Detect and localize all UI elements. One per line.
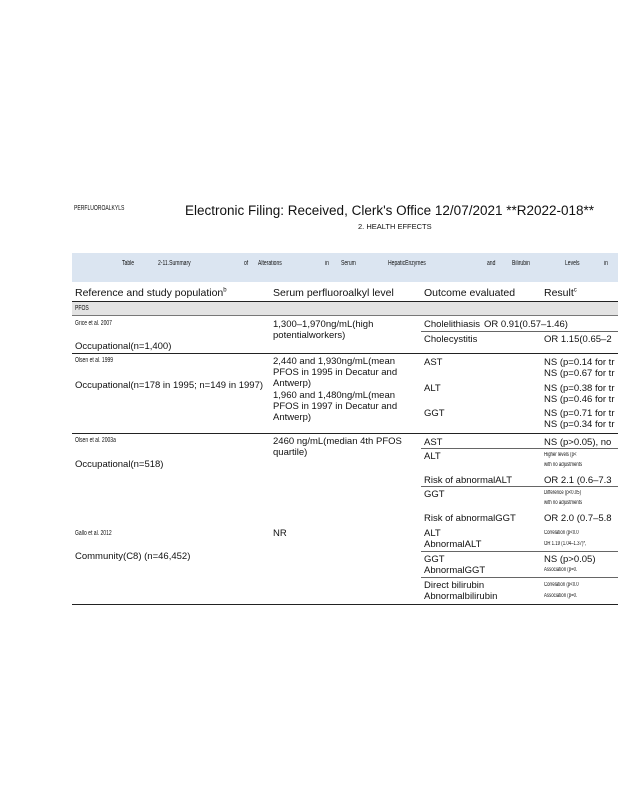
row-rule — [72, 353, 618, 354]
row-outcome: Direct bilirubin — [424, 580, 485, 591]
group-rule — [72, 315, 618, 316]
row-outcome: Risk of abnormalALT — [424, 475, 512, 486]
row-population: Occupational(n=1,400) — [75, 341, 172, 352]
row-result: Higher levels (p< — [544, 452, 577, 458]
row-result: NS (p=0.14 for tr — [544, 357, 615, 368]
row-outcome: Abnormalbilirubin — [424, 591, 498, 602]
cell-rule — [421, 486, 618, 487]
row-result: OR 1.15(0.65–2 — [544, 334, 612, 345]
section-label: 2. HEALTH EFFECTS — [358, 222, 432, 231]
column-header-result: Result$^c$ — [544, 287, 577, 299]
caption-word: of — [244, 260, 249, 267]
group-label: PFOS — [75, 305, 89, 312]
row-result: NS (p>0.05) — [544, 554, 596, 565]
row-result: Association (p=0. — [544, 593, 578, 599]
cell-rule — [421, 551, 618, 552]
row-result: OR 2.1 (0.6–7.3 — [544, 475, 612, 486]
cell-rule — [421, 448, 618, 449]
column-header-serum-level: Serum perfluoroalkyl level — [273, 287, 394, 299]
row-outcome: GGT — [424, 489, 445, 500]
column-header-reference: Reference and study population$^b$ — [75, 287, 227, 299]
row-outcome: GGT — [424, 554, 445, 565]
row-outcome: AbnormalGGT — [424, 565, 486, 576]
row-outcome: AST — [424, 437, 443, 448]
caption-word: Serum — [341, 260, 356, 267]
row-outcome: ALT — [424, 528, 441, 539]
row-outcome: ALT — [424, 451, 441, 462]
row-population: Occupational(n=178 in 1995; n=149 in 1997) — [75, 380, 264, 391]
column-header-outcome: Outcome evaluated — [424, 287, 516, 299]
row-serum-level: 1,960 and 1,480ng/mL(mean PFOS in 1997 in Decatur and Antwerp) — [273, 390, 398, 423]
row-reference: Olsen et al. 1999 — [75, 357, 114, 364]
row-rule — [72, 433, 618, 434]
row-outcome: Cholecystitis — [424, 334, 478, 345]
row-population: Community(C8) (n=46,452) — [75, 551, 191, 562]
row-result: NS (p=0.34 for tr — [544, 419, 615, 430]
table-caption-band — [72, 253, 618, 282]
filing-stamp: Electronic Filing: Received, Clerk's Office 12/07/2021 **R2022-018** — [185, 203, 595, 218]
group-band — [72, 302, 618, 315]
row-result: Association (p=0. — [544, 567, 578, 573]
row-result: with no adjustments — [544, 462, 583, 468]
row-result: Difference (p<0.05) — [544, 490, 582, 496]
row-outcome: Risk of abnormalGGT — [424, 513, 516, 524]
table-bottom-rule — [72, 604, 618, 605]
row-result: OR 0.91(0.57–1.46) — [484, 319, 568, 330]
row-population: Occupational(n=518) — [75, 459, 164, 470]
table-number: Table — [122, 260, 135, 267]
caption-word: and — [487, 260, 496, 267]
row-outcome: GGT — [424, 408, 445, 419]
row-outcome: AST — [424, 357, 443, 368]
row-outcome: Cholelithiasis — [424, 319, 480, 330]
row-reference: Grice et al. 2007 — [75, 320, 112, 327]
caption-word: HepaticEnzymes — [388, 260, 426, 267]
caption-word: in — [325, 260, 329, 267]
row-reference: Olsen et al. 2003a — [75, 437, 116, 444]
caption-word: 2-11.Summary — [158, 260, 191, 267]
cell-rule — [421, 577, 618, 578]
caption-word: Alterations — [258, 260, 282, 267]
caption-word: Levels — [565, 260, 580, 267]
row-result: OR 1.19 (1.04–1.37)*, — [544, 541, 587, 547]
row-outcome: ALT — [424, 383, 441, 394]
caption-word: Bilirubin — [512, 260, 530, 267]
row-result: NS (p=0.71 for tr — [544, 408, 615, 419]
row-reference: Gallo et al. 2012 — [75, 530, 112, 537]
row-result: NS (p=0.38 for tr — [544, 383, 615, 394]
row-serum-level: NR — [273, 528, 287, 539]
cell-rule — [421, 331, 618, 332]
row-serum-level: 2,440 and 1,930ng/mL(mean PFOS in 1995 in Decatur and Antwerp) — [273, 356, 398, 389]
chapter-label: PERFLUOROALKYLS — [74, 205, 125, 212]
caption-word: in — [604, 260, 608, 267]
row-result: with no adjustments — [544, 500, 583, 506]
row-result: NS (p>0.05), no — [544, 437, 612, 448]
row-outcome: AbnormalALT — [424, 539, 482, 550]
row-result: Correlation (p<0.0 — [544, 530, 579, 536]
row-result: Correlation (p<0.0 — [544, 582, 579, 588]
row-serum-level: 2460 ng/mL(median 4th PFOS quartile) — [273, 436, 402, 458]
row-result: OR 2.0 (0.7–5.8 — [544, 513, 612, 524]
row-result: NS (p=0.46 for tr — [544, 394, 615, 405]
row-serum-level: 1,300–1,970ng/mL(high potentialworkers) — [273, 319, 374, 341]
row-result: NS (p=0.67 for tr — [544, 368, 615, 379]
